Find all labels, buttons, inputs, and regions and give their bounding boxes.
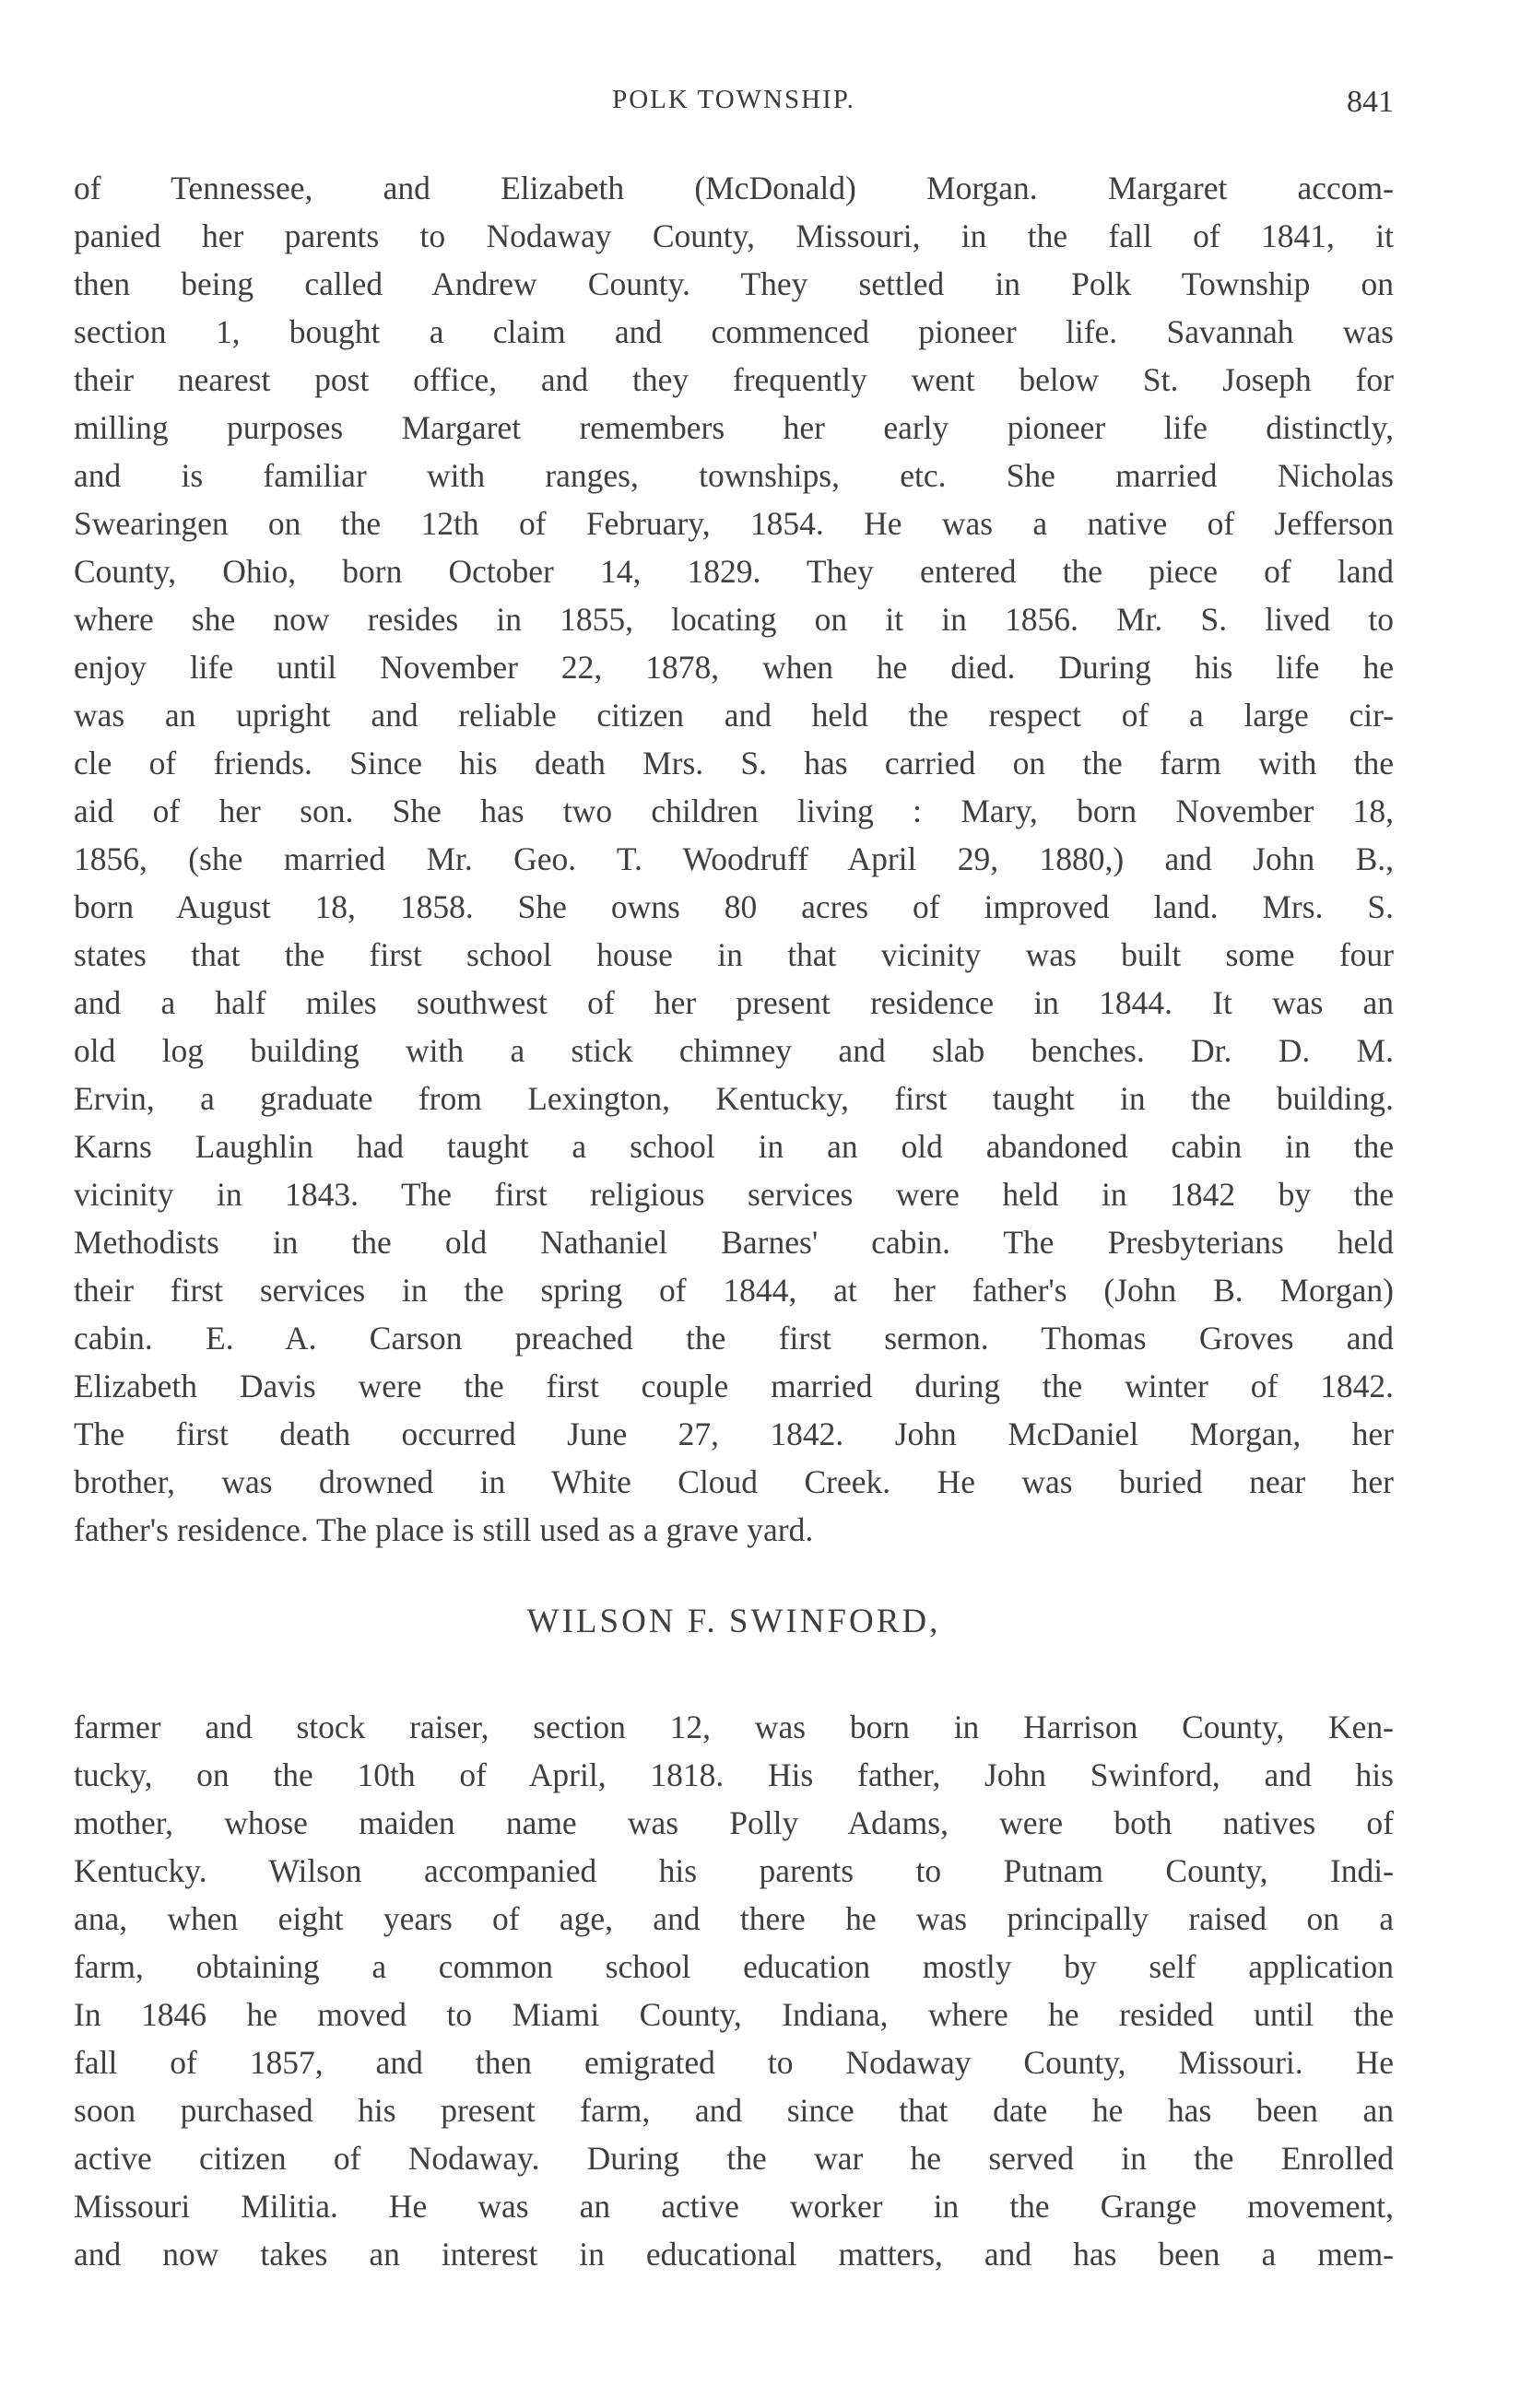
text-line: active citizen of Nodaway. During the war he served in the Enrolled <box>74 2140 1394 2177</box>
text-line: and now takes an interest in educational matters, and has been a mem- <box>74 2236 1394 2273</box>
text-line: Kentucky. Wilson accompanied his parents to Putnam County, Indi- <box>74 1852 1394 1889</box>
text-line: states that the first school house in that vicinity was built some four <box>74 936 1394 973</box>
header-title: POLK TOWNSHIP. <box>612 85 855 114</box>
text-line: and is familiar with ranges, townships, etc. She married Nicholas <box>74 457 1394 494</box>
text-line: cabin. E. A. Carson preached the first sermon. Thomas Groves and <box>74 1320 1394 1357</box>
text-line: ana, when eight years of age, and there he was principally raised on a <box>74 1900 1394 1937</box>
text-line: The first death occurred June 27, 1842. John McDaniel Morgan, her <box>74 1415 1394 1452</box>
text-line: enjoy life until November 22, 1878, when he died. During his life he <box>74 649 1394 686</box>
paragraph-morgan-swearingen <box>74 164 1394 1554</box>
text-line: farmer and stock raiser, section 12, was born in Harrison County, Ken- <box>74 1709 1394 1745</box>
text-line: old log building with a stick chimney and slab benches. Dr. D. M. <box>74 1032 1394 1069</box>
text-line: mother, whose maiden name was Polly Adams, were both natives of <box>74 1804 1394 1841</box>
text-line: their nearest post office, and they frequently went below St. Joseph for <box>74 361 1394 398</box>
text-line: Swearingen on the 12th of February, 1854. He was a native of Jefferson <box>74 505 1394 542</box>
text-line: brother, was drowned in White Cloud Creek. He was buried near her <box>74 1463 1394 1500</box>
text-line: then being called Andrew County. They settled in Polk Township on <box>74 265 1394 302</box>
text-line: County, Ohio, born October 14, 1829. They entered the piece of land <box>74 553 1394 590</box>
text-line: In 1846 he moved to Miami County, Indiana, where he resided until the <box>74 1996 1394 2033</box>
text-line: farm, obtaining a common school education mostly by self application <box>74 1948 1394 1985</box>
text-line: milling purposes Margaret remembers her early pioneer life distinctly, <box>74 409 1394 446</box>
text-line: cle of friends. Since his death Mrs. S. has carried on the farm with the <box>74 745 1394 781</box>
running-header <box>74 85 1394 131</box>
text-line: their first services in the spring of 1844, at her father's (John B. Morgan) <box>74 1272 1394 1309</box>
text-line: born August 18, 1858. She owns 80 acres of improved land. Mrs. S. <box>74 888 1394 925</box>
text-line: Missouri Militia. He was an active worker in the Grange movement, <box>74 2188 1394 2225</box>
text-line: father's residence. The place is still used as a grave yard. <box>74 1511 814 1548</box>
text-line: 1856, (she married Mr. Geo. T. Woodruff April 29, 1880,) and John B., <box>74 840 1394 877</box>
section-heading: WILSON F. SWINFORD, <box>526 1603 941 1640</box>
text-line: aid of her son. She has two children living : Mary, born November 18, <box>74 793 1394 829</box>
text-line: Methodists in the old Nathaniel Barnes' cabin. The Presbyterians held <box>74 1224 1394 1261</box>
text-line: of Tennessee, and Elizabeth (McDonald) Morgan. Margaret accom- <box>74 170 1394 206</box>
text-line: fall of 1857, and then emigrated to Nodaway County, Missouri. He <box>74 2044 1394 2081</box>
text-line: soon purchased his present farm, and since that date he has been an <box>74 2092 1394 2129</box>
text-line: tucky, on the 10th of April, 1818. His father, John Swinford, and his <box>74 1756 1394 1793</box>
text-line: where she now resides in 1855, locating on it in 1856. Mr. S. lived to <box>74 601 1394 638</box>
text-line: section 1, bought a claim and commenced pioneer life. Savannah was <box>74 313 1394 350</box>
text-line: Ervin, a graduate from Lexington, Kentucky, first taught in the building. <box>74 1080 1394 1117</box>
text-line: vicinity in 1843. The first religious services were held in 1842 by the <box>74 1176 1394 1213</box>
text-line: was an upright and reliable citizen and held the respect of a large cir- <box>74 697 1394 734</box>
text-line: and a half miles southwest of her present residence in 1844. It was an <box>74 984 1394 1021</box>
text-line: Karns Laughlin had taught a school in an old abandoned cabin in the <box>74 1128 1394 1165</box>
text-line: Elizabeth Davis were the first couple married during the winter of 1842. <box>74 1368 1394 1404</box>
page-number: 841 <box>1347 85 1394 119</box>
text-line: panied her parents to Nodaway County, Missouri, in the fall of 1841, it <box>74 217 1394 254</box>
paragraph-swinford-biography <box>74 1703 1394 2278</box>
